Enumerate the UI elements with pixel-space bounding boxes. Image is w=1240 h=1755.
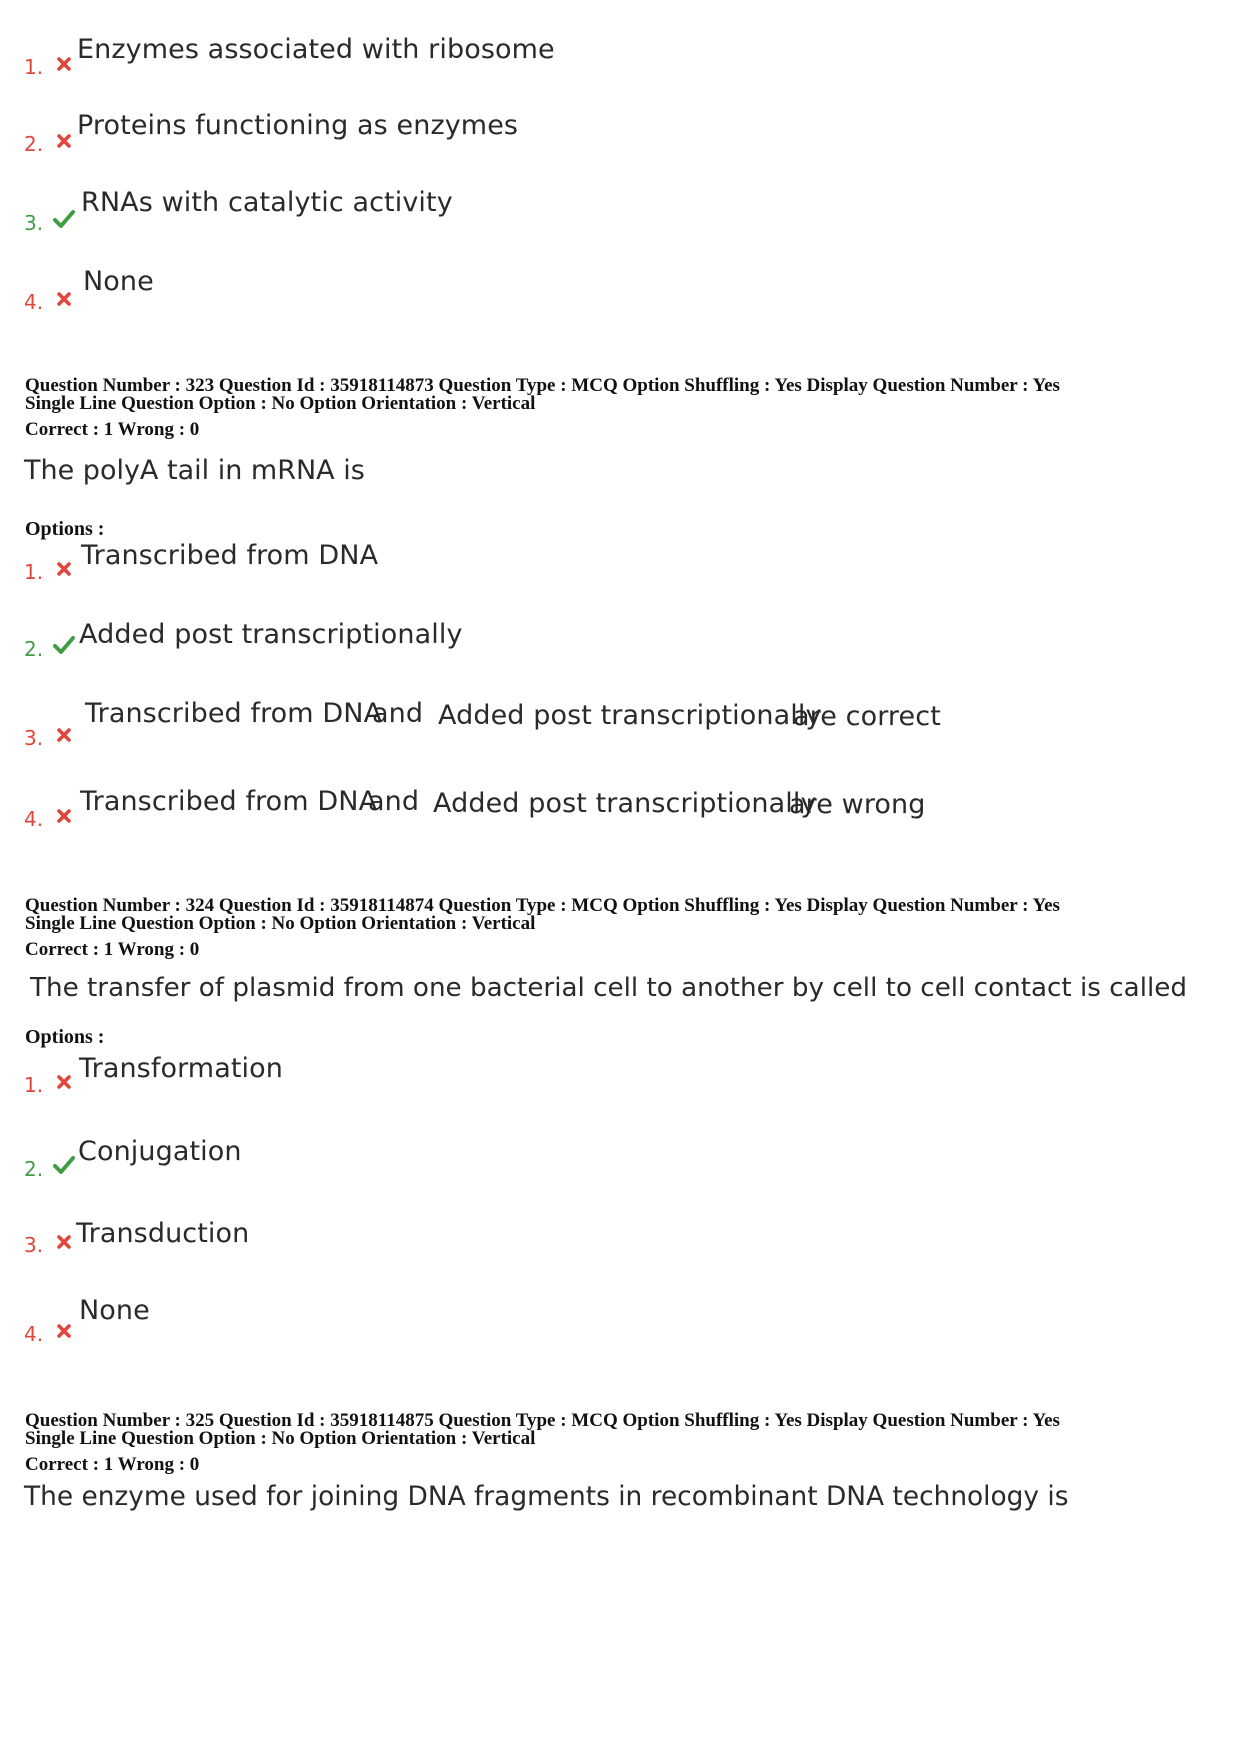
question-text: The enzyme used for joining DNA fragments in recombinant DNA technology is — [24, 1481, 1069, 1512]
cross-icon — [56, 808, 72, 824]
question-meta-line: Single Line Question Option : No Option Orientation : Vertical — [25, 913, 536, 934]
option-text: Enzymes associated with ribosome — [77, 34, 555, 65]
option-number: 1. — [24, 560, 44, 584]
cross-icon — [56, 56, 72, 72]
option-text: Transformation — [79, 1053, 283, 1084]
option-number: 3. — [24, 1233, 44, 1257]
option-text: Added post transcriptionally — [79, 619, 463, 650]
cross-icon — [56, 1074, 72, 1090]
option-number: 2. — [24, 637, 44, 661]
option-text: Transcribed from DNA — [81, 540, 379, 571]
option-text: None — [79, 1295, 150, 1326]
option-text: Transduction — [76, 1218, 250, 1249]
marks-line: Correct : 1 Wrong : 0 — [25, 419, 200, 440]
option-text: Proteins functioning as enzymes — [77, 110, 519, 141]
cross-icon — [56, 291, 72, 307]
cross-icon — [56, 133, 72, 149]
option-number: 3. — [24, 726, 44, 750]
option-text: Conjugation — [78, 1136, 242, 1167]
option-number: 2. — [24, 132, 44, 156]
option-text-part: and — [372, 698, 424, 729]
option-text-part: and — [368, 786, 420, 817]
check-icon — [52, 1154, 76, 1176]
options-label: Options : — [25, 1026, 105, 1048]
cross-icon — [56, 1234, 72, 1250]
option-text-part: are wrong — [789, 789, 926, 820]
question-meta-line: Question Number : 323 Question Id : 35918114873 Question Type : MCQ Option Shuffling : Yes Display Question Number : Yes — [25, 375, 1060, 396]
question-meta-line: Single Line Question Option : No Option Orientation : Vertical — [25, 393, 536, 414]
option-number: 4. — [24, 1322, 44, 1346]
check-icon — [52, 208, 76, 230]
option-text-part: are correct — [793, 701, 941, 732]
question-text: The polyA tail in mRNA is — [24, 455, 365, 486]
cross-icon — [56, 727, 72, 743]
option-number: 2. — [24, 1157, 44, 1181]
option-text-part: Transcribed from DNA — [80, 786, 378, 817]
question-meta-line: Single Line Question Option : No Option Orientation : Vertical — [25, 1428, 536, 1449]
option-text-part: Added post transcriptionally — [433, 788, 817, 819]
question-meta-line: Question Number : 324 Question Id : 35918114874 Question Type : MCQ Option Shuffling : Yes Display Question Number : Yes — [25, 895, 1060, 916]
marks-line: Correct : 1 Wrong : 0 — [25, 939, 200, 960]
option-number: 1. — [24, 55, 44, 79]
question-meta-line: Question Number : 325 Question Id : 35918114875 Question Type : MCQ Option Shuffling : Yes Display Question Number : Yes — [25, 1410, 1060, 1431]
cross-icon — [56, 561, 72, 577]
check-icon — [52, 634, 76, 656]
option-number: 4. — [24, 290, 44, 314]
option-text-part: Transcribed from DNA — [85, 698, 383, 729]
option-text-part: Added post transcriptionally — [438, 700, 822, 731]
option-number: 1. — [24, 1073, 44, 1097]
options-label: Options : — [25, 518, 105, 540]
cross-icon — [56, 1323, 72, 1339]
option-text: None — [83, 266, 154, 297]
marks-line: Correct : 1 Wrong : 0 — [25, 1454, 200, 1475]
option-text: RNAs with catalytic activity — [81, 187, 453, 218]
question-text: The transfer of plasmid from one bacterial cell to another by cell to cell contact is called — [30, 973, 1187, 1003]
option-number: 4. — [24, 807, 44, 831]
option-number: 3. — [24, 211, 44, 235]
